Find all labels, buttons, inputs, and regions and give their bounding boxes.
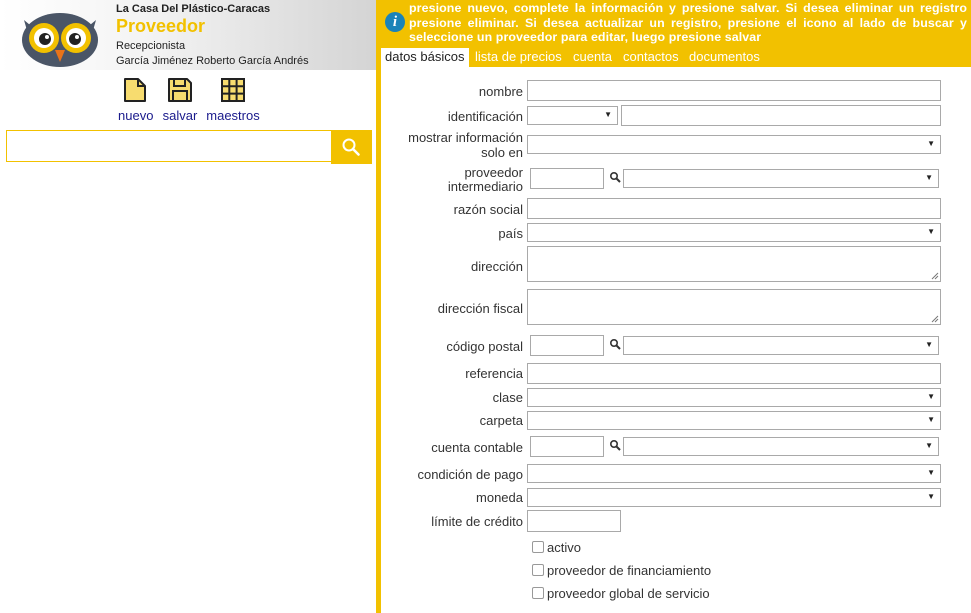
- identificacion-input[interactable]: [621, 105, 941, 126]
- resize-grip-icon[interactable]: [931, 315, 939, 323]
- tab-datos-basicos[interactable]: datos básicos: [381, 48, 469, 67]
- moneda-label: moneda: [476, 490, 523, 505]
- global-servicio-label: proveedor global de servicio: [547, 586, 710, 601]
- search-button[interactable]: [331, 130, 372, 164]
- codigo-postal-input[interactable]: [530, 335, 604, 356]
- resize-grip-icon[interactable]: [931, 272, 939, 280]
- codigo-postal-select[interactable]: [623, 336, 939, 355]
- app-header: [0, 0, 376, 70]
- direccion-fiscal-textarea[interactable]: [527, 289, 941, 325]
- condicion-pago-label: condición de pago: [417, 467, 523, 482]
- owl-logo: [18, 6, 102, 68]
- module-title: Proveedor: [116, 16, 206, 36]
- masters-button-label: maestros: [206, 108, 260, 123]
- search-icon: [342, 138, 360, 156]
- mostrar-select[interactable]: [527, 135, 941, 154]
- codigo-postal-search-icon[interactable]: [609, 338, 621, 350]
- identificacion-label: identificación: [447, 109, 523, 124]
- intermediario-search-icon[interactable]: [609, 171, 621, 183]
- carpeta-select[interactable]: [527, 411, 941, 430]
- financiamiento-checkbox[interactable]: [532, 564, 544, 576]
- limite-credito-input[interactable]: [527, 510, 621, 532]
- new-button-label: nuevo: [118, 108, 154, 123]
- razon-social-label: razón social: [453, 202, 523, 217]
- grid-icon: [219, 76, 247, 104]
- intermediario-code-input[interactable]: [530, 168, 604, 189]
- notice-text: presione nuevo, complete la información y presione salvar. Si desea eliminar un registro presione eliminar. Si desea actualizar un registro, presione el icono al lado de buscar y seleccione un proveedor para editar, luego presione salvar: [409, 1, 967, 44]
- clase-select[interactable]: [527, 388, 941, 407]
- identificacion-type-select[interactable]: [527, 106, 618, 125]
- cuenta-contable-search-icon[interactable]: [609, 439, 621, 451]
- intermediario-select[interactable]: [623, 169, 939, 188]
- right-panel: [381, 0, 971, 613]
- new-document-icon: [122, 76, 148, 104]
- financiamiento-label: proveedor de financiamiento: [547, 563, 712, 578]
- save-button[interactable]: [162, 76, 198, 123]
- info-notice: [381, 0, 971, 45]
- intermediario-label-line2: intermediario: [447, 179, 523, 194]
- tab-cuenta[interactable]: cuenta: [573, 49, 613, 64]
- tab-contactos[interactable]: contactos: [623, 49, 679, 64]
- limite-credito-label: límite de crédito: [431, 514, 523, 529]
- direccion-label: dirección: [470, 259, 523, 274]
- mostrar-label-line2: solo en: [481, 145, 523, 160]
- mostrar-label-line1: mostrar información: [408, 130, 523, 145]
- intermediario-label-line1: proveedor: [464, 165, 523, 180]
- new-button[interactable]: [118, 76, 152, 123]
- search-input[interactable]: [6, 130, 342, 162]
- cuenta-contable-input[interactable]: [530, 436, 604, 457]
- cuenta-contable-select[interactable]: [623, 437, 939, 456]
- user-name: García Jiménez Roberto García Andrés: [116, 55, 309, 67]
- global-servicio-checkbox[interactable]: [532, 587, 544, 599]
- left-panel: [0, 0, 376, 613]
- tab-lista-de-precios[interactable]: lista de precios: [475, 49, 562, 64]
- pais-label: país: [498, 226, 523, 241]
- activo-label: activo: [547, 540, 581, 555]
- razon-social-input[interactable]: [527, 198, 941, 219]
- referencia-label: referencia: [465, 366, 523, 381]
- tab-documentos[interactable]: documentos: [689, 49, 760, 64]
- company-name: La Casa Del Plástico-Caracas: [116, 3, 271, 15]
- moneda-select[interactable]: [527, 488, 941, 507]
- user-role: Recepcionista: [116, 40, 186, 52]
- nombre-label: nombre: [478, 84, 523, 99]
- clase-label: clase: [492, 390, 523, 405]
- direccion-fiscal-label: dirección fiscal: [437, 301, 523, 316]
- cuenta-contable-label: cuenta contable: [431, 440, 523, 455]
- masters-button[interactable]: [205, 76, 261, 123]
- referencia-input[interactable]: [527, 363, 941, 384]
- search-bar: [6, 130, 372, 164]
- activo-checkbox[interactable]: [532, 541, 544, 553]
- info-icon: i: [385, 12, 405, 32]
- codigo-postal-label: código postal: [446, 339, 523, 354]
- carpeta-label: carpeta: [479, 413, 523, 428]
- direccion-textarea[interactable]: [527, 246, 941, 282]
- supplier-form: [381, 67, 971, 613]
- condicion-pago-select[interactable]: [527, 464, 941, 483]
- nombre-input[interactable]: [527, 80, 941, 101]
- tab-bar: [381, 45, 971, 67]
- save-disk-icon: [166, 76, 194, 104]
- pais-select[interactable]: [527, 223, 941, 242]
- save-button-label: salvar: [162, 108, 198, 123]
